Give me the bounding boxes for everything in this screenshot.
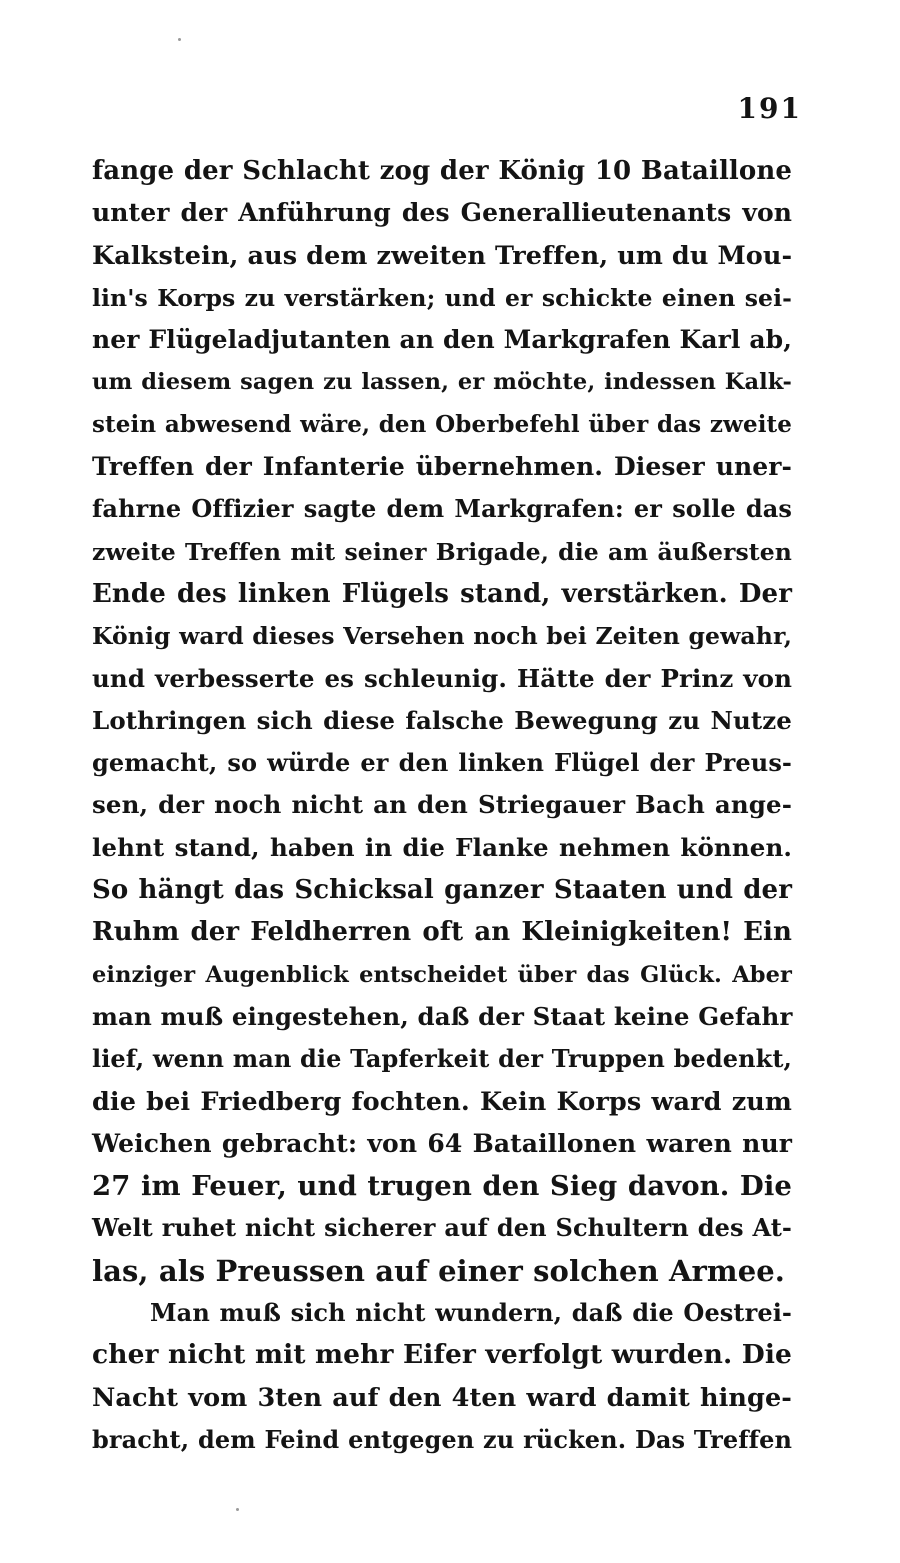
paragraph-2 — [92, 1292, 792, 1461]
text-line: cher nicht mit mehr Eifer verfolgt wurden. Die — [92, 1339, 792, 1371]
text-line: fahrne Offizier sagte dem Markgrafen: er solle das — [92, 494, 792, 524]
text-line: Lothringen sich diese falsche Bewegung zu Nutze — [92, 705, 792, 735]
text-line: lin's Korps zu verstärken; und er schickte einen sei- — [92, 283, 792, 312]
text-line: Ende des linken Flügels stand, verstärken. Der — [92, 578, 792, 609]
text-line: las, als Preussen auf einer solchen Armee. — [92, 1253, 786, 1288]
body-text — [92, 150, 792, 1461]
paper-speck — [236, 1508, 239, 1511]
paper-speck — [178, 38, 181, 41]
text-line: Welt ruhet nicht sicherer auf den Schultern des At- — [92, 1213, 792, 1243]
text-line: Nacht vom 3ten auf den 4ten ward damit hinge- — [92, 1382, 792, 1413]
text-line: Ruhm der Feldherren oft an Kleinigkeiten! Ein — [92, 917, 792, 948]
text-line: So hängt das Schicksal ganzer Staaten und der — [92, 875, 792, 906]
text-line: gemacht, so würde er den linken Flügel der Preus- — [92, 748, 792, 778]
text-line: zweite Treffen mit seiner Brigade, die am äußersten — [92, 537, 792, 566]
text-line: einziger Augenblick entscheidet über das Glück. Aber — [92, 961, 792, 988]
text-line: Weichen gebracht: von 64 Bataillonen waren nur — [92, 1128, 792, 1158]
text-line: lief, wenn man die Tapferkeit der Truppen bedenkt, — [92, 1044, 792, 1074]
text-line: bracht, dem Feind entgegen zu rücken. Das Treffen — [92, 1424, 792, 1454]
text-line: die bei Friedberg fochten. Kein Korps ward zum — [92, 1086, 792, 1117]
text-line: stein abwesend wäre, den Oberbefehl über das zweite — [92, 410, 792, 438]
text-line: Kalkstein, aus dem zweiten Treffen, um du Mou- — [92, 240, 793, 271]
text-line: lehnt stand, haben in die Flanke nehmen können. — [92, 832, 792, 862]
text-line: König ward dieses Versehen noch bei Zeiten gewahr, — [92, 622, 792, 651]
text-line: und verbesserte es schleunig. Hätte der Prinz von — [92, 663, 792, 693]
paragraph-1 — [92, 150, 792, 1292]
text-line: 27 im Feuer, und trugen den Sieg davon. Die — [92, 1170, 792, 1203]
text-line: Treffen der Infanterie übernehmen. Dieser uner- — [92, 452, 792, 482]
page-number: 191 — [737, 92, 802, 125]
text-line: fange der Schlacht zog der König 10 Bataillone — [92, 156, 792, 186]
text-line: sen, der noch nicht an den Striegauer Bach ange- — [92, 790, 792, 820]
text-line: ner Flügeladjutanten an den Markgrafen Karl ab, — [92, 325, 792, 355]
text-line: unter der Anführung des Generallieutenants von — [92, 198, 792, 228]
text-line: um diesem sagen zu lassen, er möchte, indessen Kalk- — [92, 369, 792, 396]
text-line: Man muß sich nicht wundern, daß die Oestrei- — [150, 1298, 792, 1328]
text-line: man muß eingestehen, daß der Staat keine Gefahr — [92, 1001, 793, 1031]
